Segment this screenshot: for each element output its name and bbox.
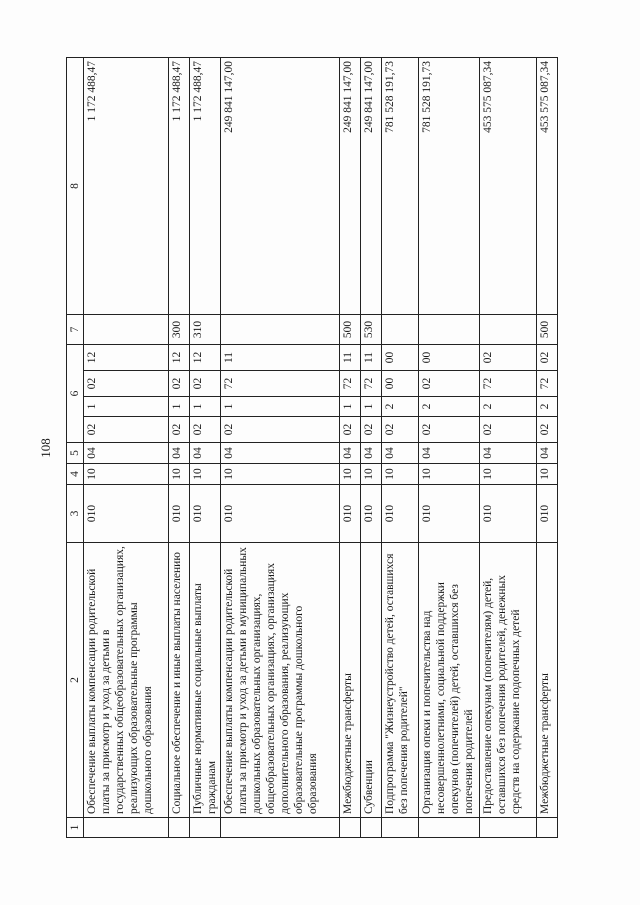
subprogram-cell: 1: [169, 397, 190, 417]
section-cell: 10: [340, 464, 361, 485]
subprogram-cell: 1: [84, 397, 169, 417]
table-row: [419, 58, 480, 838]
row-number-cell: [480, 818, 537, 838]
event-cell: 02: [84, 371, 169, 397]
name-cell: Обеспечение выплаты компенсации родительской платы за присмотр и уход за детьми в муниципальных дошкольных образовательных организациях, общеобразовательных организациях, организациях дополнительного образования, реализующих образовательные программы дошкольного образования: [221, 543, 340, 818]
subsection-cell: 04: [480, 443, 537, 464]
direction-cell: 11: [340, 345, 361, 371]
event-cell: 72: [480, 371, 537, 397]
amount-cell: 249 841 147,00: [340, 58, 361, 315]
subprogram-cell: 1: [190, 397, 221, 417]
subsection-cell: 04: [190, 443, 221, 464]
table-row: [382, 58, 419, 838]
table-row: [361, 58, 382, 838]
subprogram-cell: 1: [340, 397, 361, 417]
subsection-cell: 04: [340, 443, 361, 464]
section-cell: 10: [361, 464, 382, 485]
expense-type-cell: 530: [361, 315, 382, 345]
amount-cell: 453 575 087,34: [537, 58, 558, 315]
amount-cell: 1 172 488,47: [190, 58, 221, 315]
program-cell: 02: [419, 417, 480, 443]
amount-cell: 453 575 087,34: [480, 58, 537, 315]
name-cell: Предоставление опекунам (попечителям) детей, оставшихся без попечения родителей, денежных средств на содержание подопечных детей: [480, 543, 537, 818]
header-col-4: 4: [67, 464, 84, 485]
event-cell: 02: [419, 371, 480, 397]
code-cell: 010: [361, 485, 382, 543]
direction-cell: 02: [537, 345, 558, 371]
expense-type-cell: [382, 315, 419, 345]
row-number-cell: [190, 818, 221, 838]
subprogram-cell: 2: [480, 397, 537, 417]
table-row: [340, 58, 361, 838]
direction-cell: 11: [221, 345, 340, 371]
section-cell: 10: [169, 464, 190, 485]
header-col-5: 5: [67, 443, 84, 464]
name-cell: Подпрограмма "Жизнеустройство детей, оставшихся без попечения родителей": [382, 543, 419, 818]
expense-type-cell: [480, 315, 537, 345]
header-col-6: 6: [67, 345, 84, 443]
header-col-3: 3: [67, 485, 84, 543]
amount-cell: 1 172 488,47: [84, 58, 169, 315]
program-cell: 02: [537, 417, 558, 443]
rotated-content: [38, 58, 622, 838]
subsection-cell: 04: [419, 443, 480, 464]
event-cell: 72: [221, 371, 340, 397]
section-cell: 10: [221, 464, 340, 485]
table-body: [84, 58, 558, 838]
expense-type-cell: 310: [190, 315, 221, 345]
subsection-cell: 04: [221, 443, 340, 464]
section-cell: 10: [537, 464, 558, 485]
section-cell: 10: [382, 464, 419, 485]
row-number-cell: [169, 818, 190, 838]
table-row: [190, 58, 221, 838]
program-cell: 02: [480, 417, 537, 443]
name-cell: Обеспечение выплаты компенсации родительской платы за присмотр и уход за детьми в государственных общеобразовательных организациях, реализующих образовательные программы дошкольного образования: [84, 543, 169, 818]
name-cell: Социальное обеспечение и иные выплаты населению: [169, 543, 190, 818]
row-number-cell: [419, 818, 480, 838]
row-number-cell: [84, 818, 169, 838]
table-row: [537, 58, 558, 838]
code-cell: 010: [382, 485, 419, 543]
row-number-cell: [221, 818, 340, 838]
event-cell: 02: [169, 371, 190, 397]
event-cell: 72: [340, 371, 361, 397]
expense-type-cell: [221, 315, 340, 345]
code-cell: 010: [169, 485, 190, 543]
subsection-cell: 04: [169, 443, 190, 464]
code-cell: 010: [537, 485, 558, 543]
header-col-2: 2: [67, 543, 84, 818]
code-cell: 010: [480, 485, 537, 543]
direction-cell: 12: [190, 345, 221, 371]
section-cell: 10: [84, 464, 169, 485]
program-cell: 02: [221, 417, 340, 443]
code-cell: 010: [221, 485, 340, 543]
event-cell: 00: [382, 371, 419, 397]
direction-cell: 00: [419, 345, 480, 371]
table-row: [169, 58, 190, 838]
section-cell: 10: [480, 464, 537, 485]
subprogram-cell: 1: [361, 397, 382, 417]
code-cell: 010: [340, 485, 361, 543]
program-cell: 02: [190, 417, 221, 443]
name-cell: Межбюджетные трансферты: [537, 543, 558, 818]
row-number-cell: [340, 818, 361, 838]
amount-cell: 1 172 488,47: [169, 58, 190, 315]
direction-cell: 02: [480, 345, 537, 371]
header-row: [67, 58, 84, 838]
event-cell: 72: [361, 371, 382, 397]
code-cell: 010: [419, 485, 480, 543]
header-col-1: 1: [67, 818, 84, 838]
name-cell: Организация опеки и попечительства над несовершеннолетними, социальной поддержки опекунов (попечителей) детей, оставшихся без попечения родителей: [419, 543, 480, 818]
row-number-cell: [382, 818, 419, 838]
budget-table: [66, 57, 558, 838]
row-number-cell: [537, 818, 558, 838]
subsection-cell: 04: [361, 443, 382, 464]
program-cell: 02: [169, 417, 190, 443]
subprogram-cell: 1: [221, 397, 340, 417]
program-cell: 02: [340, 417, 361, 443]
code-cell: 010: [190, 485, 221, 543]
table-row: [480, 58, 537, 838]
row-number-cell: [361, 818, 382, 838]
expense-type-cell: [84, 315, 169, 345]
program-cell: 02: [84, 417, 169, 443]
amount-cell: 781 528 191,73: [419, 58, 480, 315]
event-cell: 72: [537, 371, 558, 397]
name-cell: Субвенции: [361, 543, 382, 818]
subprogram-cell: 2: [537, 397, 558, 417]
section-cell: 10: [190, 464, 221, 485]
header-col-8: 8: [67, 58, 84, 315]
amount-cell: 781 528 191,73: [382, 58, 419, 315]
page-number: 108: [38, 438, 53, 458]
name-cell: Публичные нормативные социальные выплаты гражданам: [190, 543, 221, 818]
program-cell: 02: [361, 417, 382, 443]
direction-cell: 12: [169, 345, 190, 371]
expense-type-cell: [419, 315, 480, 345]
direction-cell: 00: [382, 345, 419, 371]
expense-type-cell: 500: [537, 315, 558, 345]
subprogram-cell: 2: [382, 397, 419, 417]
code-cell: 010: [84, 485, 169, 543]
section-cell: 10: [419, 464, 480, 485]
table-row: [221, 58, 340, 838]
amount-cell: 249 841 147,00: [361, 58, 382, 315]
direction-cell: 12: [84, 345, 169, 371]
amount-cell: 249 841 147,00: [221, 58, 340, 315]
subprogram-cell: 2: [419, 397, 480, 417]
expense-type-cell: 500: [340, 315, 361, 345]
name-cell: Межбюджетные трансферты: [340, 543, 361, 818]
event-cell: 02: [190, 371, 221, 397]
subsection-cell: 04: [382, 443, 419, 464]
subsection-cell: 04: [84, 443, 169, 464]
header-col-7: 7: [67, 315, 84, 345]
program-cell: 02: [382, 417, 419, 443]
table-row: [84, 58, 169, 838]
expense-type-cell: 300: [169, 315, 190, 345]
subsection-cell: 04: [537, 443, 558, 464]
direction-cell: 11: [361, 345, 382, 371]
